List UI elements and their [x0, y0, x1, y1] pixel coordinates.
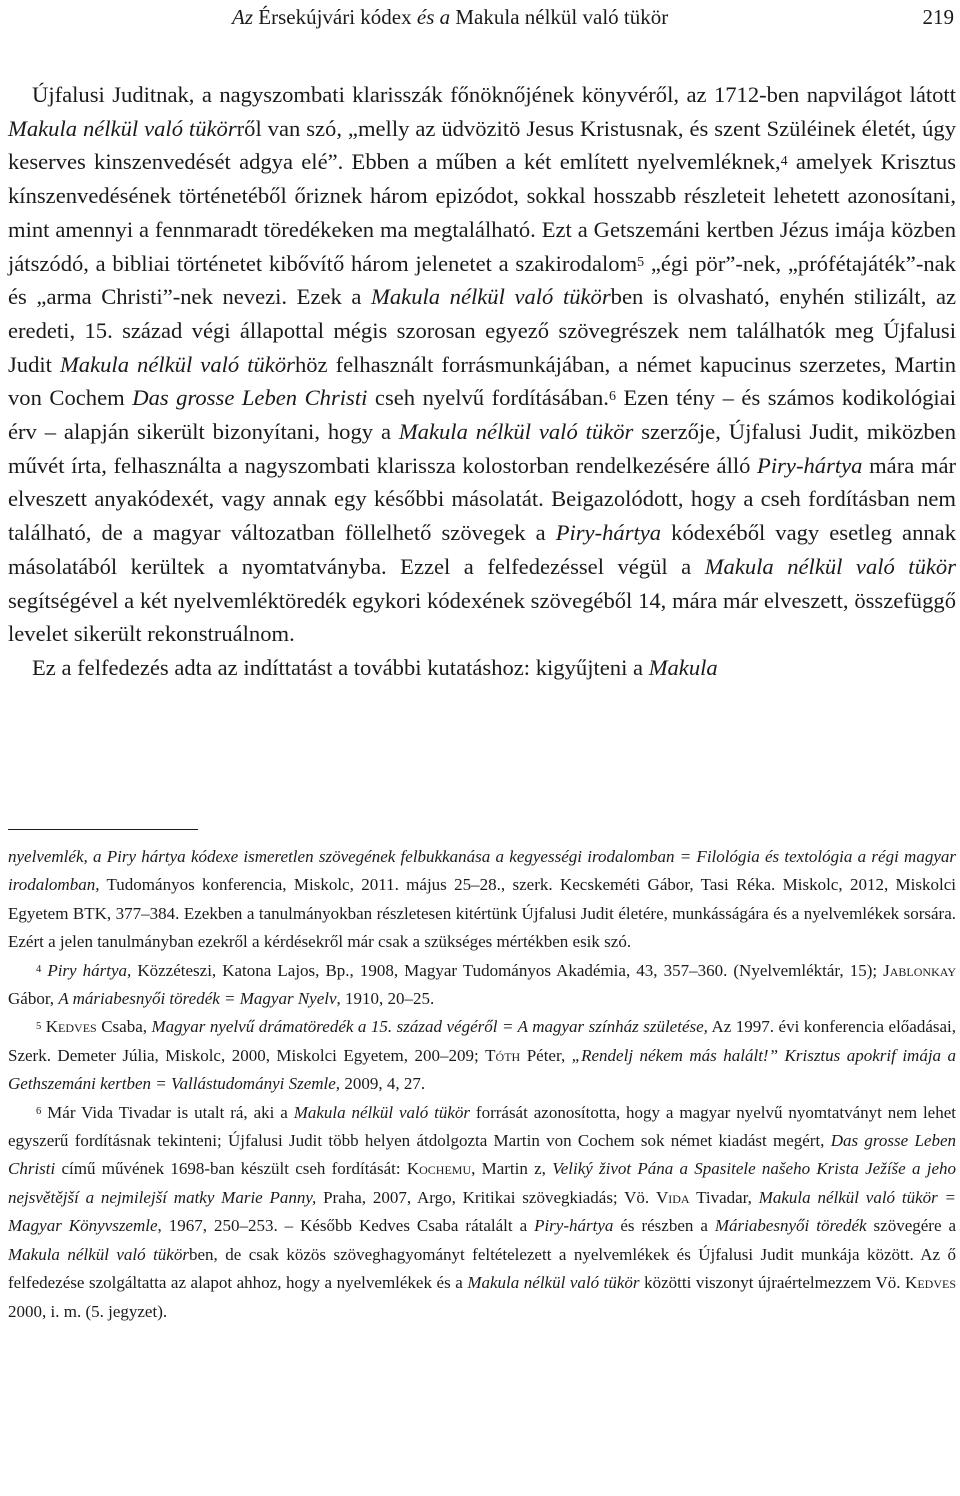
text-run: szerzője, Újfalusi Judit, miközben művét írta, felhasználta a nagyszombati klarissza kolostorban rendelkezésére álló [8, 419, 956, 478]
text-run: amelyek Krisztus kínszenvedésének történetéből őriznek három epizódot, sokkal hosszabb részleteit lehetett azonosítani, mint amennyi a fennmaradt töredékeken ma megtalálható. Ezt a Getszemáni kertben Jézus imája közben játszódó, a bibliai történetet kibővítő három jelenetet a szakirodalom [8, 149, 956, 276]
text-run: höz felhasznált forrásmunkájában, a német kapucinus szerzetes, Martin von Cochem [8, 351, 956, 411]
footnote-ref-4[interactable]: 4 [780, 153, 788, 169]
text-run: segítségével a két nyelvemléktöredék egykori kódexének szövegéből 14, mára már elveszett, összefüggő levelet sikerült rekonstruálnom. [8, 587, 956, 647]
italic-title: Makula [648, 654, 718, 680]
text-run: Csaba, [96, 1017, 152, 1037]
text-run: és részben a [613, 1216, 715, 1236]
italic-title: Piry-hártya [757, 452, 863, 478]
italic-title: Das grosse Leben Christi [132, 385, 368, 411]
italic-title: Makula nélkül való tükör [8, 115, 237, 141]
footnote-5 [8, 1013, 956, 1098]
text-run: című művének 1698-ban készült cseh fordítását: [55, 1159, 407, 1179]
italic-title: Makula nélkül való tükör [398, 419, 634, 445]
text-run: Péter, [520, 1045, 572, 1065]
text-run: Tudományos konferencia, Miskolc, 2011. május 25–28., szerk. Kecskeméti Gábor, Tasi Réka. Miskolc, 2012, Miskolci Egyetem BTK, 377–384. Ezekben a tanulmányokban részletesen kitértünk Újfalusi Judit életére, munkásságára és a nyelvemlékek sorsára. Ezért a jelen tanulmányban ezekről a kérdésekről már csak a szükséges mértékben esik szó. [8, 875, 956, 952]
running-header [0, 4, 960, 34]
text-run: Ez a felfedezés adta az indíttatást a további kutatáshoz: kigyűjteni a [32, 654, 649, 680]
running-title-kodex: Érsekújvári kódex [253, 5, 417, 29]
italic-title: Makula nélkül való tükör = Magyar Könyvszemle [8, 1187, 957, 1236]
italic-title: Makula nélkül való tükör [59, 351, 295, 377]
footnote-4 [8, 957, 956, 1014]
footnote-number: 5 [36, 1020, 42, 1032]
paragraph-2 [8, 651, 956, 685]
author-surname: Kedves [45, 1017, 97, 1037]
text-run: Újfalusi Juditnak, a nagyszombati klarisszák főnöknőjének könyvéről, az 1712-ben napvilágot látott [32, 82, 956, 107]
text-run: közötti viszonyt újraértelmezzem Vö. [639, 1273, 906, 1293]
footnotes [8, 843, 956, 1326]
italic-title: Das grosse Leben Christi [8, 1131, 956, 1179]
italic-title: nyelvemlék, a Piry hártya kódexe ismeretlen szövegének felbukkanása a kegyességi irodalomban = Filológia és textológia a régi magyar irodalomban, [8, 847, 956, 895]
text-run: Ezen tény – és számos kodikológiai érv – alapján sikerült bizonyítani, hogy a [8, 385, 957, 445]
italic-title: Makula nélkül való tükör [371, 284, 611, 310]
author-surname: Kochemu [406, 1159, 472, 1179]
text-run: Gábor, [8, 989, 59, 1009]
running-title [232, 4, 668, 30]
italic-title: Veliký život Pána a Spasitele našeho Krista Ježíše a jeho nejsvětější a nejmilejší matky Marie Panny, [8, 1159, 956, 1207]
text-run: „égi pör”-nek, „prófétajáték”-nak és „arma Christi”-nek nevezi. Ezek a [8, 250, 956, 310]
italic-title: Piry-hártya [555, 520, 662, 546]
footnote-ref-6[interactable]: 6 [608, 389, 616, 405]
page-number: 219 [922, 5, 954, 29]
text-run: ben, de csak közös szöveghagyományt feltételezett a nyelvemlékek és Újfalusi Judit munkája között. Az ő felfedezése szolgáltatta az alapot ahhoz, hogy a nyelvemlékek és a [8, 1244, 956, 1293]
author-surname: Kedves [905, 1273, 956, 1293]
footnote-ref-5[interactable]: 5 [637, 254, 645, 270]
footnote-6 [8, 1099, 956, 1326]
footnote-number: 6 [36, 1105, 42, 1117]
italic-title: Makula nélkül való tükör [293, 1102, 471, 1122]
text-run: ben is olvasható, enyhén stilizált, az eredeti, 15. század végi állapottal mégis szorosan egyező szövegrészek nem találhatók meg Újfalusi Judit [8, 284, 956, 377]
running-title-az: Az [232, 5, 253, 29]
italic-title: Máriabesnyői töredék [714, 1216, 867, 1236]
footnote-continuation [8, 843, 956, 957]
text-run: Közzéteszi, Katona Lajos, Bp., 1908, Magyar Tudományos Akadémia, 43, 357–360. (Nyelvemléktár, 15); [131, 960, 884, 980]
author-surname: Jablonkay [883, 960, 956, 980]
text-run: , Martin z, [471, 1159, 553, 1179]
text-run: , 1967, 250–253. – Később Kedves Csaba rátalált a [157, 1216, 535, 1236]
footnote-number: 4 [36, 963, 42, 975]
text-run: kódexéből vagy esetleg annak másolatából kerültek a nyomtatványba. Ezzel a felfedezéssel végül a [8, 520, 956, 579]
text-run: mára már elveszett anyakódexét, vagy annak egy későbbi másolatát. Beigazolódott, hogy a cseh fordításban nem található, de a magyar változatban föllelhető szövegek a [8, 452, 956, 546]
text-run: 2000, i. m. (5. jegyzet). [8, 1301, 168, 1321]
text-run: Már Vida Tivadar is utalt rá, aki a [41, 1102, 294, 1122]
italic-title: „Rendelj nékem más halált!” Krisztus apokrif imája a Gethszemáni kertben = Vallástudományi Szemle, [8, 1045, 957, 1094]
main-text [8, 78, 956, 685]
text-run: Az 1997. évi konferencia előadásai, Szerk. Demeter Júlia, Miskolc, 2000, Miskolci Egyetem, 200–209; [8, 1017, 957, 1065]
text-run: forrását azonosította, hogy a magyar nyelvű nyomtatványt nem lehet egyszerű fordításnak tekinteni; Újfalusi Judit több helyen átdolgozta Martin von Cochem sok német kiadást megért, [8, 1102, 956, 1151]
author-surname: Tóth [485, 1045, 521, 1065]
italic-title: Makula nélkül való tükör [8, 1244, 189, 1264]
italic-title: Magyar nyelvű drámatöredék a 15. század végéről = A magyar színház születése, [151, 1017, 708, 1037]
text-run: Praha, 2007, Argo, Kritikai szövegkiadás; Vö. [316, 1187, 656, 1207]
italic-title: Makula nélkül való tükör [704, 553, 957, 579]
text-run: , 1910, 20–25. [336, 989, 435, 1009]
paragraph-1 [8, 78, 956, 651]
running-title-es-a: és a [416, 5, 451, 29]
text-run: 2009, 4, 27. [340, 1074, 426, 1094]
italic-title: Piry-hártya [534, 1216, 614, 1236]
text-run: Tivadar, [689, 1187, 759, 1207]
text-run: cseh nyelvű fordításában. [367, 385, 609, 411]
running-title-tukor: Makula nélkül való tükör [450, 5, 669, 29]
italic-title: A máriabesnyői töredék = Magyar Nyelv [58, 989, 337, 1009]
author-surname: Vida [655, 1187, 690, 1207]
italic-title: Piry hártya, [47, 960, 132, 980]
italic-title: Makula nélkül való tükör [467, 1273, 640, 1293]
text-run: ről van szó, „melly az üdvözitö Jesus Kristusnak, és szent Szüléinek életét, úgy keserves kinszenvedését adgya elé”. Ebben a műben a két említett nyelvemléknek, [8, 115, 956, 175]
text-run: szövegére a [866, 1216, 956, 1236]
footnote-separator [8, 829, 198, 830]
